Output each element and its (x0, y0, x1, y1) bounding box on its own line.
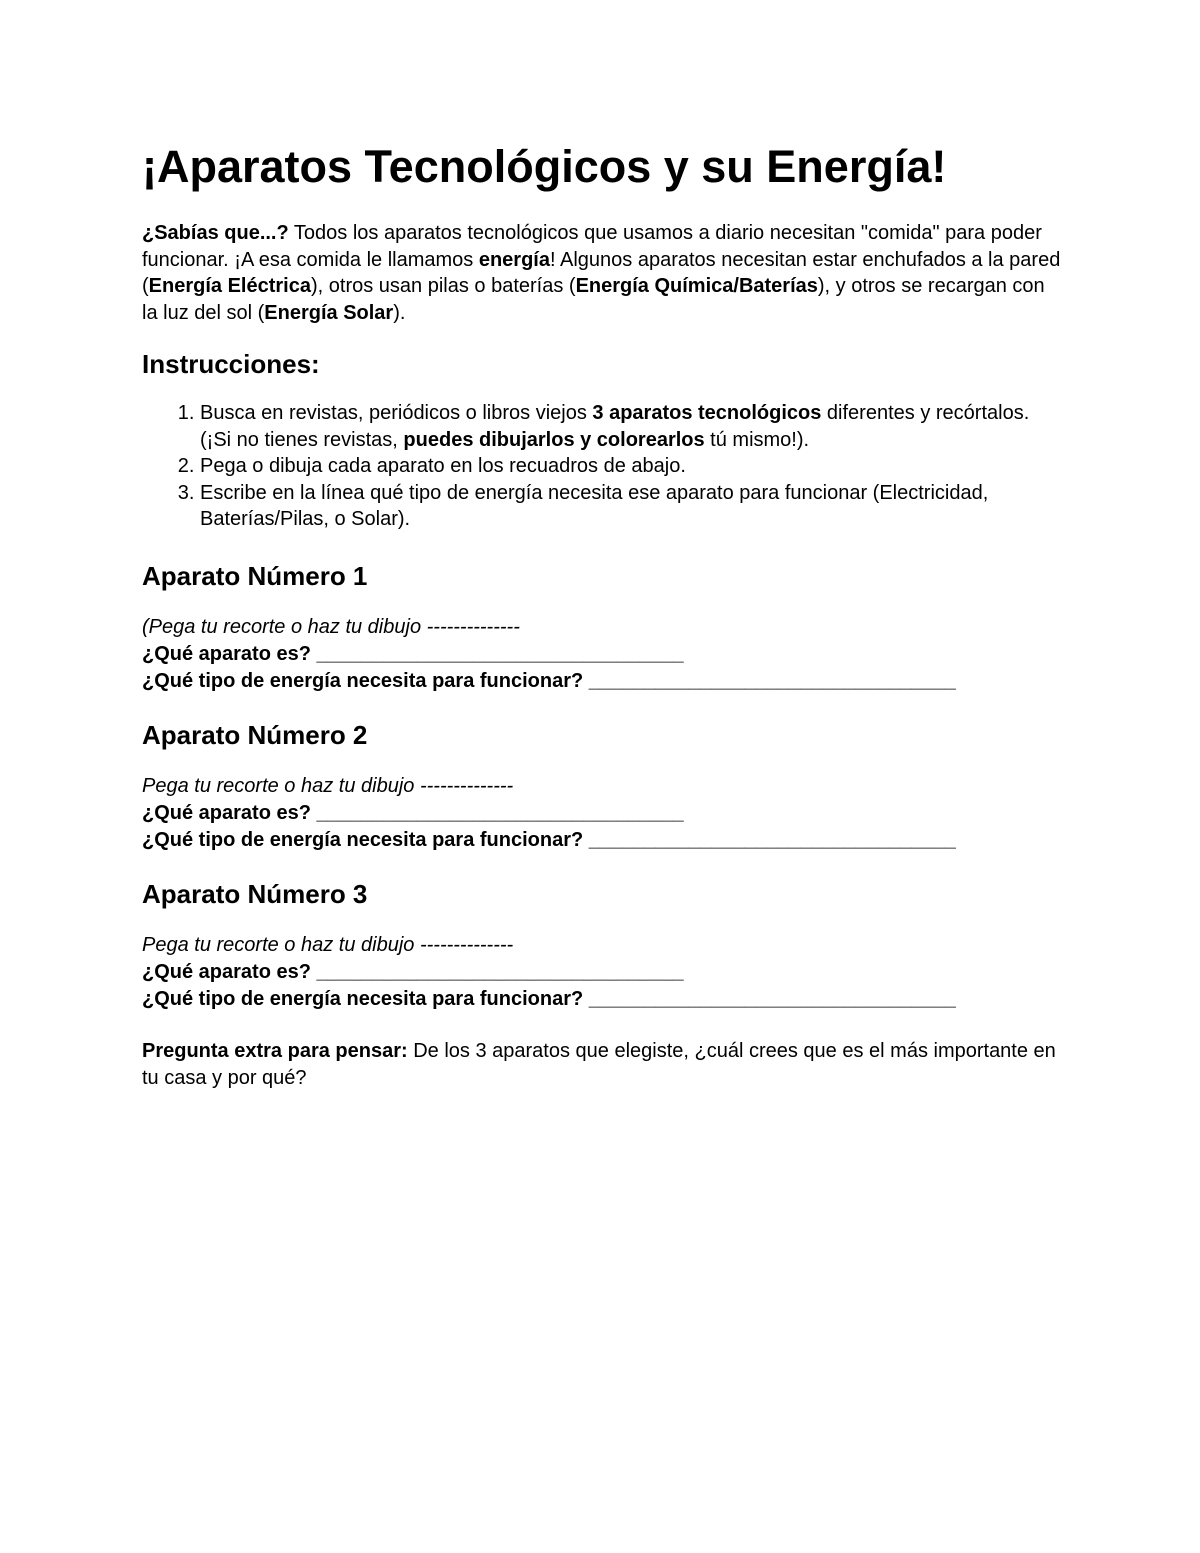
answer-blank[interactable]: _________________________________ (316, 961, 684, 984)
question-label: ¿Qué tipo de energía necesita para funcionar? (142, 669, 589, 692)
intro-bold-electrica: Energía Eléctrica (148, 275, 311, 297)
question-device-name (142, 959, 1062, 986)
device-section-1 (142, 561, 1062, 695)
intro-text: ), otros usan pilas o baterías ( (310, 275, 576, 297)
instruction-item-1 (200, 400, 1062, 453)
instruction-bold: 3 aparatos tecnológicos (592, 402, 822, 425)
device-heading: Aparato Número 3 (142, 879, 368, 910)
intro-bold-energia: energía (478, 248, 550, 271)
device-heading: Aparato Número 2 (142, 719, 368, 750)
question-device-name (142, 641, 1062, 668)
intro-text: Todos los aparatos tecnológicos que usamos a diario necesitan "comida" para poder funcionar. ¡A esa comida le llamamos (142, 222, 1042, 271)
instruction-text: tú mismo!). (704, 428, 810, 451)
question-energy-type (142, 668, 1062, 695)
extra-question-text: De los 3 aparatos que elegiste, ¿cuál crees que es el más importante en tu casa y por qué? (142, 1040, 1056, 1090)
answer-blank[interactable]: _________________________________ (588, 988, 956, 1011)
question-label: ¿Qué aparato es? (142, 802, 317, 825)
instruction-text: Busca en revistas, periódicos o libros viejos (200, 402, 593, 425)
intro-text: ). (393, 301, 406, 324)
worksheet-page (142, 140, 1062, 1112)
paste-instruction: Pega tu recorte o haz tu dibujo -------------- (142, 775, 514, 798)
intro-lead: ¿Sabías que...? (142, 222, 289, 244)
device-lines (142, 614, 1062, 695)
instructions-list (142, 400, 1062, 533)
paste-instruction: Pega tu recorte o haz tu dibujo -------------- (142, 934, 514, 957)
question-device-name (142, 800, 1062, 827)
device-lines (142, 932, 1062, 1013)
paste-instruction: (Pega tu recorte o haz tu dibujo -------------- (142, 615, 520, 638)
instruction-item-3: 3. Escribe en la línea qué tipo de energía necesita ese aparato para funcionar (Electricidad, Baterías/Pilas, o Solar). (200, 480, 1062, 533)
intro-bold-quimica: Energía Química/Baterías (575, 275, 818, 297)
question-energy-type (142, 986, 1062, 1013)
question-label: ¿Qué tipo de energía necesita para funcionar? (142, 829, 589, 852)
instructions-heading: Instrucciones: (142, 349, 320, 379)
instruction-text: diferentes y recórtalos. (¡Si no tienes revistas, (200, 402, 1030, 451)
question-label: ¿Qué aparato es? (142, 961, 317, 984)
question-label: ¿Qué tipo de energía necesita para funcionar? (142, 988, 589, 1011)
intro-bold-solar: Energía Solar (264, 301, 394, 324)
intro-text: ! Algunos aparatos necesitan estar enchufados a la pared ( (142, 248, 1061, 297)
instruction-item-2: 2. Pega o dibuja cada aparato en los recuadros de abajo. (200, 453, 1062, 480)
page-title: ¡Aparatos Tecnológicos y su Energía! (142, 141, 947, 192)
answer-blank[interactable]: _________________________________ (316, 802, 684, 825)
question-energy-type (142, 827, 1062, 854)
extra-question (142, 1038, 1062, 1092)
intro-paragraph (142, 220, 1062, 326)
intro-text: ), y otros se recargan con la luz del sol ( (142, 275, 1045, 324)
device-section-3 (142, 879, 1062, 1013)
device-heading: Aparato Número 1 (142, 560, 368, 591)
answer-blank[interactable]: _________________________________ (588, 829, 956, 852)
device-section-2 (142, 720, 1062, 854)
device-lines (142, 773, 1062, 854)
question-label: ¿Qué aparato es? (142, 642, 317, 665)
extra-question-lead: Pregunta extra para pensar: (142, 1040, 408, 1063)
instruction-bold: puedes dibujarlos y colorearlos (403, 428, 705, 451)
answer-blank[interactable]: _________________________________ (588, 669, 956, 692)
answer-blank[interactable]: _________________________________ (316, 642, 684, 665)
